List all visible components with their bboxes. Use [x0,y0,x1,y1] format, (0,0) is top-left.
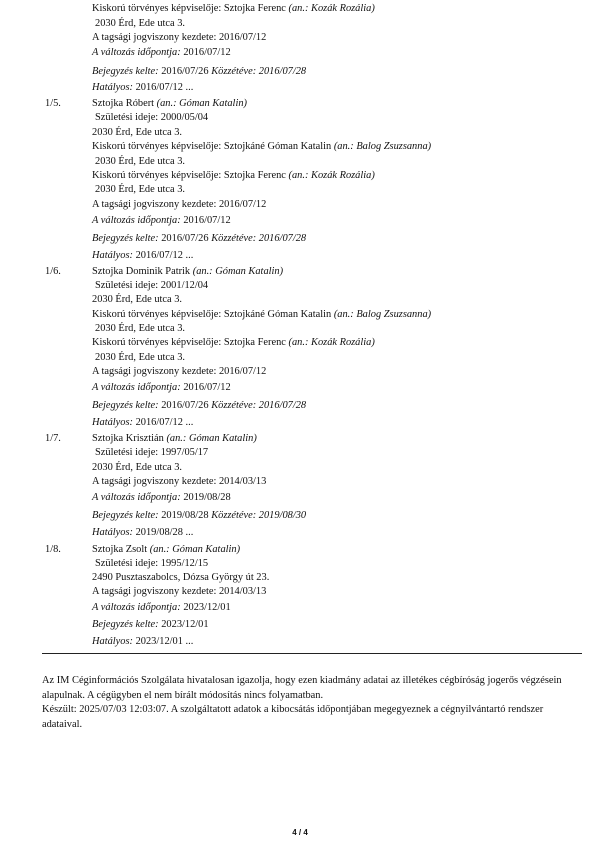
guardian-address: 2030 Érd, Ede utca 3. [95,323,186,334]
publication-date: Közzétéve: 2016/07/28 [211,66,307,77]
member-name-line [92,544,240,556]
registration-line [92,233,306,245]
publication-date: Közzétéve: 2016/07/28 [211,233,307,244]
birth-date: Születési ideje: 1995/12/15 [95,558,209,569]
created-text: Készült: 2025/07/03 12:03:07. A szolgáltatott adatok a kibocsátás időpontjában megegyeznek a cégnyilvántartó rendszer adataival. [42,704,544,730]
member-address: 2030 Érd, Ede utca 3. [92,462,183,473]
registration-label: Bejegyzés kelte: [92,510,159,521]
effective-line [92,82,193,94]
guardian-name: Kiskorú törvényes képviselője: Sztojkáné Góman Katalin [92,309,334,320]
member-name-line [92,98,247,110]
entry-number: 1/7. [45,433,61,444]
change-date-line [92,492,231,504]
membership-start: A tagsági jogviszony kezdete: 2016/07/12 [92,366,267,377]
registration-line [92,619,209,631]
effective-line [92,250,193,262]
publication-date: Közzétéve: 2016/07/28 [211,400,307,411]
birth-date: Születési ideje: 1997/05/17 [95,447,209,458]
certification-text: Az IM Céginformációs Szolgálata hivatalosan igazolja, hogy ezen kiadmány adatai az illetékes cégbíróság jogerős végzésein alapulnak. A cégügyben el nem bírált módosítás nincs folyamatban. [42,675,562,701]
guardian-line [92,309,431,321]
registration-label: Bejegyzés kelte: [92,233,159,244]
guardian-name: Kiskorú törvényes képviselője: Sztojkáné Góman Katalin [92,141,334,152]
entry-number: 1/6. [45,266,61,277]
member-address: 2490 Pusztaszabolcs, Dózsa György út 23. [92,572,270,583]
effective-label: Hatályos: [92,250,133,261]
guardian-name: Kiskorú törvényes képviselője: Sztojka Ferenc [92,337,289,348]
change-date: 2016/07/12 [180,215,231,226]
registration-date: 2023/12/01 [158,619,209,630]
member-address: 2030 Érd, Ede utca 3. [92,127,183,138]
change-label: A változás időpontja: [92,602,181,613]
entry-number: 1/5. [45,98,61,109]
member-name: Sztojka Krisztián [92,433,167,444]
registration-label: Bejegyzés kelte: [92,400,159,411]
registration-line [92,510,306,522]
effective-date: 2016/07/12 ... [132,250,194,261]
effective-date: 2016/07/12 ... [132,82,194,93]
effective-line [92,527,193,539]
registration-line [92,400,306,412]
member-name-line [92,266,283,278]
registration-date: 2016/07/26 [158,400,212,411]
guardian-mother: (an.: Kozák Rozália) [288,170,375,181]
change-date: 2019/08/28 [180,492,231,503]
effective-label: Hatályos: [92,527,133,538]
footer-divider [42,653,582,654]
member-name: Sztojka Zsolt [92,544,150,555]
member-name: Sztojka Dominik Patrik [92,266,193,277]
member-mother: (an.: Góman Katalin) [156,98,247,109]
member-mother: (an.: Góman Katalin) [192,266,284,277]
guardian-line [92,337,375,349]
registration-date: 2016/07/26 [158,233,212,244]
registration-date: 2019/08/28 [158,510,212,521]
membership-start: A tagsági jogviszony kezdete: 2014/03/13 [92,586,267,597]
guardian-name: Kiskorú törvényes képviselője: Sztojka Ferenc [92,3,289,14]
registration-label: Bejegyzés kelte: [92,66,159,77]
publication-date: Közzétéve: 2019/08/30 [211,510,307,521]
membership-start: A tagsági jogviszony kezdete: 2016/07/12 [92,199,267,210]
guardian-address: 2030 Érd, Ede utca 3. [95,156,186,167]
birth-date: Születési ideje: 2000/05/04 [95,112,209,123]
guardian-mother: (an.: Kozák Rozália) [288,337,375,348]
registration-label: Bejegyzés kelte: [92,619,159,630]
change-date: 2016/07/12 [180,47,231,58]
guardian-mother: (an.: Balog Zsuzsanna) [333,141,432,152]
guardian-address: 2030 Érd, Ede utca 3. [95,184,186,195]
change-date-line [92,47,231,59]
change-date-line [92,602,231,614]
member-address: 2030 Érd, Ede utca 3. [92,294,183,305]
guardian-line [92,141,431,153]
change-date: 2016/07/12 [180,382,231,393]
address-text: 2030 Érd, Ede utca 3. [95,18,186,29]
guardian-address: 2030 Érd, Ede utca 3. [95,352,186,363]
registration-date: 2016/07/26 [158,66,212,77]
guardian-mother: (an.: Balog Zsuzsanna) [333,309,432,320]
change-label: A változás időpontja: [92,215,181,226]
change-date: 2023/12/01 [180,602,231,613]
effective-date: 2019/08/28 ... [132,527,194,538]
effective-line [92,417,193,429]
effective-label: Hatályos: [92,417,133,428]
effective-date: 2023/12/01 ... [132,636,194,647]
page-number: 4 / 4 [292,828,308,837]
guardian-line [92,170,375,182]
member-mother: (an.: Góman Katalin) [149,544,241,555]
change-label: A változás időpontja: [92,47,181,58]
effective-label: Hatályos: [92,82,133,93]
effective-date: 2016/07/12 ... [132,417,194,428]
membership-text: A tagsági jogviszony kezdete: 2016/07/12 [92,32,267,43]
member-name: Sztojka Róbert [92,98,157,109]
membership-start: A tagsági jogviszony kezdete: 2014/03/13 [92,476,267,487]
member-name-line [92,433,257,445]
entry-number: 1/8. [45,544,61,555]
guardian-mother: (an.: Kozák Rozália) [288,3,375,14]
change-date-line [92,382,231,394]
birth-date: Születési ideje: 2001/12/04 [95,280,209,291]
effective-label: Hatályos: [92,636,133,647]
change-label: A változás időpontja: [92,382,181,393]
registration-line [92,66,306,78]
membership-start [92,32,266,44]
change-label: A változás időpontja: [92,492,181,503]
guardian-address [95,18,185,30]
guardian-name: Kiskorú törvényes képviselője: Sztojka Ferenc [92,170,289,181]
guardian-line [92,3,375,15]
change-date-line [92,215,231,227]
member-mother: (an.: Góman Katalin) [166,433,257,444]
effective-line [92,636,193,648]
